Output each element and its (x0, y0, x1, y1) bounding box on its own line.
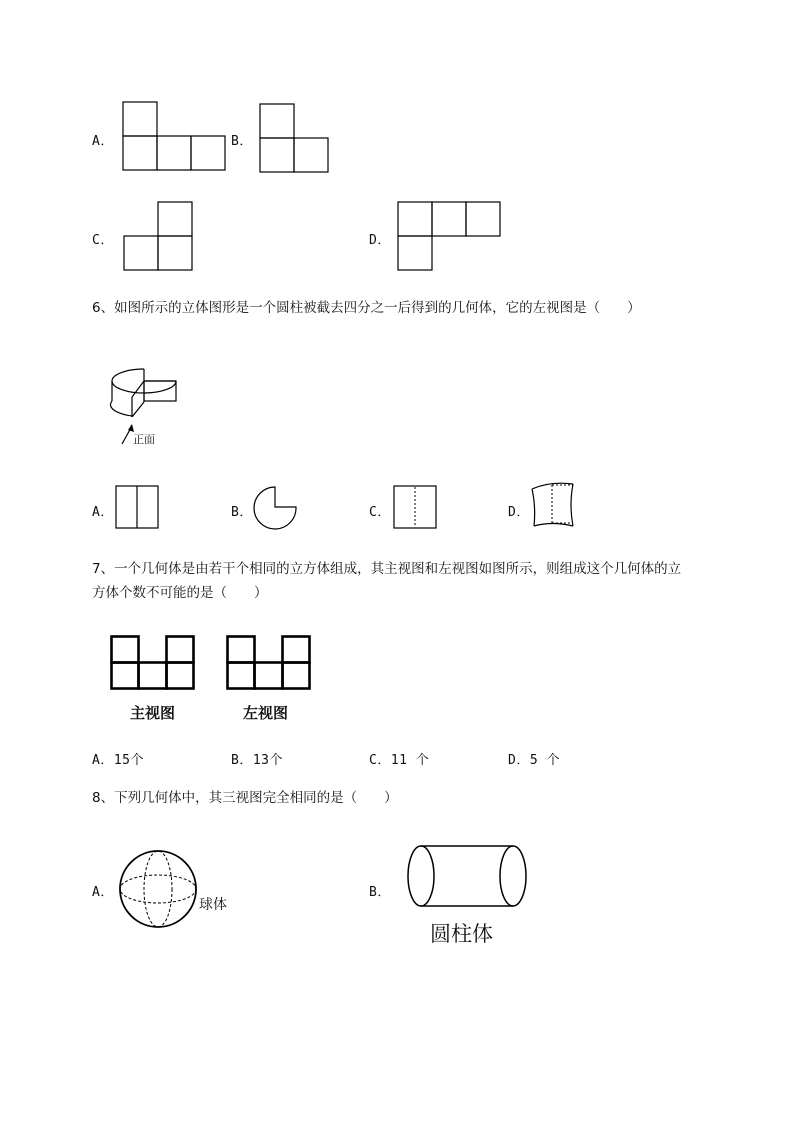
q6-option-d-label[interactable]: D． (508, 505, 530, 520)
q6-option-c-figure (393, 485, 439, 531)
q8-sphere-label: 球体 (199, 897, 227, 913)
q6-option-a-figure (115, 485, 161, 531)
q6-front-label: 正面 (133, 433, 155, 446)
q7-question-line2: 方体个数不可能的是（ ） (92, 585, 268, 601)
q7-option-c[interactable]: C．11 个 (369, 753, 430, 768)
q8-cylinder-figure (405, 844, 531, 910)
q7-main-view-label: 主视图 (130, 704, 176, 722)
q6-option-b-label[interactable]: B． (231, 505, 253, 520)
q7-option-d[interactable]: D．5 个 (508, 753, 560, 768)
q5-option-c-figure (123, 201, 195, 273)
q5-option-b-label[interactable]: B． (231, 134, 253, 149)
q8-question-text: 8、下列几何体中，其三视图完全相同的是（ ） (92, 790, 398, 806)
q6-question-text: 6、如图所示的立体图形是一个圆柱被截去四分之一后得到的几何体，它的左视图是（ ） (92, 300, 641, 316)
q7-left-view-label: 左视图 (243, 704, 289, 722)
q7-option-a[interactable]: A．15个 (92, 753, 144, 768)
q5-option-a-label[interactable]: A． (92, 134, 114, 149)
q5-option-c-label[interactable]: C． (92, 233, 114, 248)
q6-option-d-figure (530, 481, 578, 531)
q8-sphere-figure (118, 849, 200, 931)
q7-option-b[interactable]: B．13个 (231, 753, 283, 768)
q5-option-a-figure (122, 101, 228, 172)
q5-option-b-figure (259, 103, 331, 174)
q5-option-d-label[interactable]: D． (369, 233, 391, 248)
q5-option-d-figure (397, 201, 503, 273)
q6-option-c-label[interactable]: C． (369, 505, 391, 520)
q8-option-b-label[interactable]: B． (369, 885, 391, 900)
q7-question-line1: 7、一个几何体是由若干个相同的立方体组成，其主视图和左视图如图所示，则组成这个几何体的立 (92, 561, 682, 577)
q8-option-a-label[interactable]: A． (92, 885, 114, 900)
q7-left-view-figure (226, 635, 314, 691)
q8-cylinder-label: 圆柱体 (430, 922, 493, 946)
q7-main-view-figure (110, 635, 198, 691)
q6-option-b-figure (253, 486, 299, 532)
q6-option-a-label[interactable]: A． (92, 505, 114, 520)
